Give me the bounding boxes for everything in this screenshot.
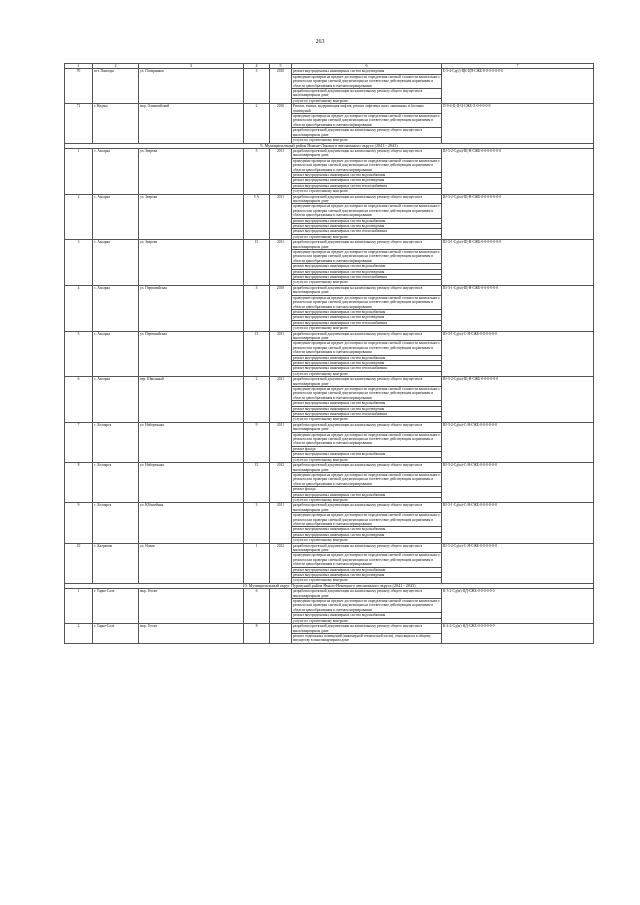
work-type: ремонт фасада: [292, 446, 442, 451]
settlement: с. Катравож: [93, 543, 139, 583]
work-type: услуги по строительному контролю: [292, 280, 442, 285]
year-built: 2012: [270, 463, 292, 503]
work-type: ремонт внутридомовых инженерных систем водоснабжения: [292, 355, 442, 360]
work-type: проведение проверки на предмет достоверности определения сметной стоимости капитального ремонта или проверки сметной документации на соответствие действующим нормативам в области ценообразования в сметном нормировании: [293, 599, 440, 612]
settlement: с. Аксарка: [93, 194, 139, 240]
house-code: Ш-3-2-Сд(м)-С-Н-СЖБ-0-0-0-0-0-0: [442, 422, 594, 462]
work-type: услуги по строительному контролю: [292, 618, 442, 623]
table-row: [65, 589, 594, 599]
work-type: разработка проектной документации на капитальному ремонту общего имущества в многоквартирном доме: [292, 128, 442, 138]
header-cell: 2: [93, 64, 139, 69]
house-number: 5: [244, 148, 270, 194]
section-title: 9. Муниципальный район Нижне-Лакского автономного округа (2041 - 2043): [65, 143, 594, 148]
house-number: 2: [244, 104, 270, 143]
header-cell: 6: [292, 64, 442, 69]
year-built: 2011: [270, 148, 292, 194]
work-type: ремонт фасада: [292, 487, 442, 492]
year-built: 2011: [270, 194, 292, 240]
row-number: 9: [65, 503, 93, 543]
work-type: ремонт внутридомовых инженерных систем водоотведения: [292, 224, 442, 229]
work-type: ремонт внутридомовых инженерных систем теплоснабжения: [292, 366, 442, 371]
house-number: 1: [244, 543, 270, 583]
house-number: 5 А: [244, 194, 270, 240]
work-type: разработка проектной документации на капитальному ремонту общего имущества в многоквартирном доме: [292, 89, 442, 99]
work-type: ремонт внутридомовых инженерных систем водоснабжения: [292, 567, 442, 572]
year-built: 2010: [270, 285, 292, 331]
work-type: проведение проверки на предмет достоверности определения сметной стоимости капитального ремонта или проверки сметной документации на соответствие действующим нормативам в области ценообразования в сметном нормировании: [293, 250, 440, 263]
row-number: 71: [65, 104, 93, 143]
house-code: К-4-2-Сд(м)-ЦД-СЖБ-0-0-0-0-0-0: [442, 624, 594, 644]
row-number: 8: [65, 463, 93, 503]
settlement: с. Аксарка: [93, 331, 139, 377]
house-code: К-3-2-Сд(м)-ЦД-СЖБ-0-0-0-0-0-0: [442, 589, 594, 624]
work-type: разработка проектной документации на капитальному ремонту общего имущества в многоквартирном доме: [292, 377, 442, 387]
work-type: услуги по строительному контролю: [292, 371, 442, 376]
year-built: 2010: [270, 104, 292, 143]
year-built: 2011: [270, 503, 292, 543]
settlement: с. Аксарка: [93, 377, 139, 423]
table-row: [65, 377, 594, 387]
header-cell: 5: [270, 64, 292, 69]
work-type: услуги по строительному контролю: [292, 189, 442, 194]
house-code: Б-5-4-Сд(с)-ЦК-ЦП-СЖБ-0-0-0-0-0-0-0: [442, 69, 594, 104]
work-type: проведение проверки на предмет достоверности определения сметной стоимости капитального ремонта или проверки сметной документации на соответствие действующим нормативам в области ценообразования в сметном нормировании: [293, 387, 440, 400]
street: ул. Набережная: [139, 463, 244, 503]
work-type: ремонт внутридомовых инженерных систем водоснабжения: [292, 452, 442, 457]
street: ул. Новая: [139, 543, 244, 583]
house-number: 3: [244, 503, 270, 543]
work-type: ремонт внутридомовых инженерных систем теплоснабжения: [292, 320, 442, 325]
work-type: ремонт внутридомовых инженерных систем водоснабжения: [292, 264, 442, 269]
street: ул. Зверева: [139, 194, 244, 240]
settlement: с. Белоярск: [93, 463, 139, 503]
year-built: 2010: [270, 69, 292, 104]
year-built: [270, 624, 292, 644]
work-type: разработка проектной документации на капитальному ремонту общего имущества в многоквартирном доме: [292, 240, 442, 250]
work-type: проведение проверки на предмет достоверности определения сметной стоимости капитального ремонта или проверки сметной документации на соответствие действующим нормативам в области ценообразования в сметном нормировании: [293, 204, 440, 218]
house-code: Ш-3-2-Сд(м)-С-Н-СЖБ-0-0-0-0-0-0: [442, 543, 594, 583]
work-type: проведение проверки на предмет достоверности определения сметной стоимости капитального ремонта или проверки сметной документации на соответствие действующим нормативам в области ценообразования в сметном нормировании: [293, 74, 440, 88]
year-built: 2011: [270, 331, 292, 377]
table-row: [65, 422, 594, 432]
table-row: [65, 543, 594, 553]
row-number: 3: [65, 240, 93, 286]
street: ул. Первомайская: [139, 331, 244, 377]
work-type: проведение проверки на предмет достоверности определения сметной стоимости капитального ремонта или проверки сметной документации на соответствие действующим нормативам в области ценообразования в сметном нормировании: [293, 114, 440, 127]
street: ул. Зверева: [139, 240, 244, 286]
year-built: [270, 589, 292, 624]
work-type: разработка проектной документации на капитальному ремонту общего имущества в многоквартирном доме: [292, 624, 442, 634]
work-type: разработка проектной документации на капитальному ремонту общего имущества в многоквартирном доме: [292, 331, 442, 341]
settlement: с. Аксарка: [93, 285, 139, 331]
work-type: ремонт внутридомовых инженерных систем водоотведения: [292, 532, 442, 537]
capital-repair-table: [64, 63, 594, 644]
settlement: с. Аксарка: [93, 148, 139, 194]
year-built: 2011: [270, 377, 292, 423]
settlement: г. Надым: [93, 104, 139, 143]
work-type: разработка проектной документации на капитальному ремонту общего имущества в многоквартирном доме: [292, 463, 442, 473]
house-number: 3: [244, 69, 270, 104]
work-type: ремонт внутридомовых инженерных систем водоотведения: [292, 178, 442, 183]
street: ул. Первомайская: [139, 285, 244, 331]
year-built: 2011: [270, 240, 292, 286]
settlement: с. Белоярск: [93, 422, 139, 462]
work-type: ремонт внутридомовых инженерных систем водоснабжения: [292, 613, 442, 618]
work-type: услуги по строительному контролю: [292, 98, 442, 103]
street: ул. Набережная: [139, 422, 244, 462]
table-row: [65, 463, 594, 473]
house-code: П-9-4-Ц-Ц-Ц-СЖБ-Л-0-0-0-0-0: [442, 104, 594, 143]
work-type: проведение проверки на предмет достоверности определения сметной стоимости капитального ремонта или проверки сметной документации на соответствие действующим нормативам в области ценообразования в сметном нормировании: [293, 341, 440, 355]
street: ул. Зверева: [139, 148, 244, 194]
street: пер. Школьный: [139, 377, 244, 423]
house-number: 6: [244, 589, 270, 624]
settlement: с. Аксарка: [93, 240, 139, 286]
house-code: Ш-3-1-Сд(м)-С-Н-СЖБ-0-0-0-0-0-0: [442, 331, 594, 377]
house-number: 9: [244, 422, 270, 462]
work-type: услуги по строительному контролю: [292, 578, 442, 583]
work-type: разработка проектной документации на капитальному ремонту общего имущества в многоквартирном доме: [292, 543, 442, 553]
work-type: ремонт внутридомовых инженерных систем водоотведения: [292, 69, 442, 74]
settlement: пгт. Пангоды: [93, 69, 139, 104]
work-type: ремонт подвальных помещений (инженерной технической части), относящихся к общему имуществу в многоквартирном доме: [292, 633, 442, 643]
header-cell: 1: [65, 64, 93, 69]
work-type: ремонт внутридомовых инженерных систем водоснабжения: [292, 172, 442, 177]
house-number: 2: [244, 377, 270, 423]
work-type: услуги по строительному контролю: [292, 538, 442, 543]
table-row: [65, 104, 594, 114]
house-number: 15: [244, 463, 270, 503]
section-title: 10. Муниципальный округ Пуровский район Ямало-Ненецкого автономного округа (2041 - 2043): [65, 583, 594, 588]
table-row: [65, 240, 594, 250]
table-row: [65, 331, 594, 341]
house-number: 3: [244, 285, 270, 331]
house-code: Ш-3-2-Сд(м)-Щ-Н-СЖБ-0-0-0-0-0-0-0: [442, 148, 594, 194]
house-code: Ш-3-2-Сд(м)-С-Н-СЖБ-0-0-0-0-0-0: [442, 463, 594, 503]
header-cell: 4: [244, 64, 270, 69]
work-type: ремонт внутридомовых инженерных систем водоотведения: [292, 360, 442, 365]
settlement: г. Тарко-Сале: [93, 589, 139, 624]
work-type: ремонт внутридомовых инженерных систем водоснабжения: [292, 218, 442, 223]
work-type: ремонт внутридомовых инженерных систем теплоснабжения: [292, 229, 442, 234]
work-type: услуги по строительному контролю: [292, 326, 442, 331]
table-row: [65, 148, 594, 158]
street: мкр. Олимпийский: [139, 104, 244, 143]
work-type: ремонт внутридомовых инженерных систем водоснабжения: [292, 309, 442, 314]
work-type: услуги по строительному контролю: [292, 234, 442, 239]
work-type: ремонт внутридомовых инженерных систем теплоснабжения: [292, 183, 442, 188]
house-code: Ш-3-2-Сд(м)-Щ-Н-СЖБ-0-0-0-0-0-0: [442, 377, 594, 423]
house-number: 15: [244, 240, 270, 286]
work-type: проведение проверки на предмет достоверности определения сметной стоимости капитального ремонта или проверки сметной документации на соответствие действующим нормативам в области ценообразования в сметном нормировании: [293, 432, 440, 446]
house-code: Ш-3-2-Сд(м)-Щ-Н-СЖБ-0-0-0-0-0-0-0: [442, 194, 594, 240]
year-built: 2012: [270, 543, 292, 583]
table-row: [65, 503, 594, 513]
work-type: разработка проектной документации на капитальному ремонту общего имущества в многоквартирном доме: [292, 589, 442, 599]
table-row: [65, 285, 594, 295]
work-type: проведение проверки на предмет достоверности определения сметной стоимости капитального ремонта или проверки сметной документации на соответствие действующим нормативам в области ценообразования в сметном нормировании: [293, 513, 440, 526]
row-number: 4: [65, 285, 93, 331]
street: мкр. Геолог: [139, 624, 244, 644]
work-type: ремонт внутридомовых инженерных систем теплоснабжения: [292, 412, 442, 417]
work-type: разработка проектной документации на капитальному ремонту общего имущества в многоквартирном доме: [292, 422, 442, 432]
work-type: проведение проверки на предмет достоверности определения сметной стоимости капитального ремонта или проверки сметной документации на соответствие действующим нормативам в области ценообразования в сметном нормировании: [293, 553, 440, 567]
street: ул. Полярников: [139, 69, 244, 104]
row-number: 6: [65, 377, 93, 423]
page-number: 263: [315, 39, 325, 45]
street: ул. Юбилейная: [139, 503, 244, 543]
work-type: проведение проверки на предмет достоверности определения сметной стоимости капитального ремонта или проверки сметной документации на соответствие действующим нормативам в области ценообразования в сметном нормировании: [293, 295, 440, 309]
work-type: проведение проверки на предмет достоверности определения сметной стоимости капитального ремонта или проверки сметной документации на соответствие действующим нормативам в области ценообразования в сметном нормировании: [293, 158, 440, 172]
street: мкр. Геолог: [139, 589, 244, 624]
house-number: 15: [244, 331, 270, 377]
row-number: 70: [65, 69, 93, 104]
work-type: ремонт внутридомовых инженерных систем водоотведения: [292, 573, 442, 578]
work-type: услуги по строительному контролю: [292, 497, 442, 502]
house-code: Ш-3-1-Сд(м)-С-Н-СЖБ-0-0-0-0-0-0: [442, 503, 594, 543]
row-number: 2: [65, 194, 93, 240]
work-type: разработка проектной документации на капитальному ремонту общего имущества в многоквартирном доме: [292, 194, 442, 204]
work-type: услуги по строительному контролю: [292, 417, 442, 422]
work-type: услуги по строительному контролю: [292, 138, 442, 143]
row-number: 5: [65, 331, 93, 377]
row-number: 1: [65, 589, 93, 624]
table-row: [65, 624, 594, 634]
work-type: ремонт внутридомовых инженерных систем водоотведения: [292, 269, 442, 274]
year-built: 2011: [270, 422, 292, 462]
row-number: 10: [65, 543, 93, 583]
work-type: услуги по строительному контролю: [292, 457, 442, 462]
work-type: ремонт внутридомовых инженерных систем водоснабжения: [292, 492, 442, 497]
work-type: разработка проектной документации на капитальному ремонту общего имущества в многоквартирном доме: [292, 503, 442, 513]
row-number: 2: [65, 624, 93, 644]
work-type: разработка проектной документации на капитальному ремонту общего имущества в многоквартирном доме: [292, 148, 442, 158]
house-code: Ш-3-1-Сд(м)-Щ-Н-СЖБ-0-0-0-0-0-0-0: [442, 240, 594, 286]
work-type: проведение проверки на предмет достоверности определения сметной стоимости капитального ремонта или проверки сметной документации на соответствие действующим нормативам в области ценообразования в сметном нормировании: [293, 472, 440, 486]
header-cell: 7: [442, 64, 594, 69]
row-number: 1: [65, 148, 93, 194]
settlement: с. Белоярск: [93, 503, 139, 543]
work-type: Ремонт, замена, модернизация лифтов, ремонт лифтовых шахт, машинных и блочных помещений: [292, 104, 442, 114]
settlement: г. Тарко-Сале: [93, 624, 139, 644]
row-number: 7: [65, 422, 93, 462]
work-type: ремонт внутридомовых инженерных систем водоснабжения: [292, 401, 442, 406]
work-type: ремонт внутридомовых инженерных систем водоотведения: [292, 315, 442, 320]
house-number: 8: [244, 624, 270, 644]
work-type: ремонт внутридомовых инженерных систем водоотведения: [292, 406, 442, 411]
house-code: Ш-3-1-Сд(м)-Щ-Н-СЖБ-0-0-0-0-0-0: [442, 285, 594, 331]
header-cell: 3: [139, 64, 244, 69]
work-type: ремонт внутридомовых инженерных систем теплоснабжения: [292, 275, 442, 280]
work-type: ремонт внутридомовых инженерных систем водоснабжения: [292, 527, 442, 532]
table-row: [65, 194, 594, 204]
table-row: [65, 69, 594, 74]
work-type: разработка проектной документации на капитальному ремонту общего имущества в многоквартирном доме: [292, 285, 442, 295]
